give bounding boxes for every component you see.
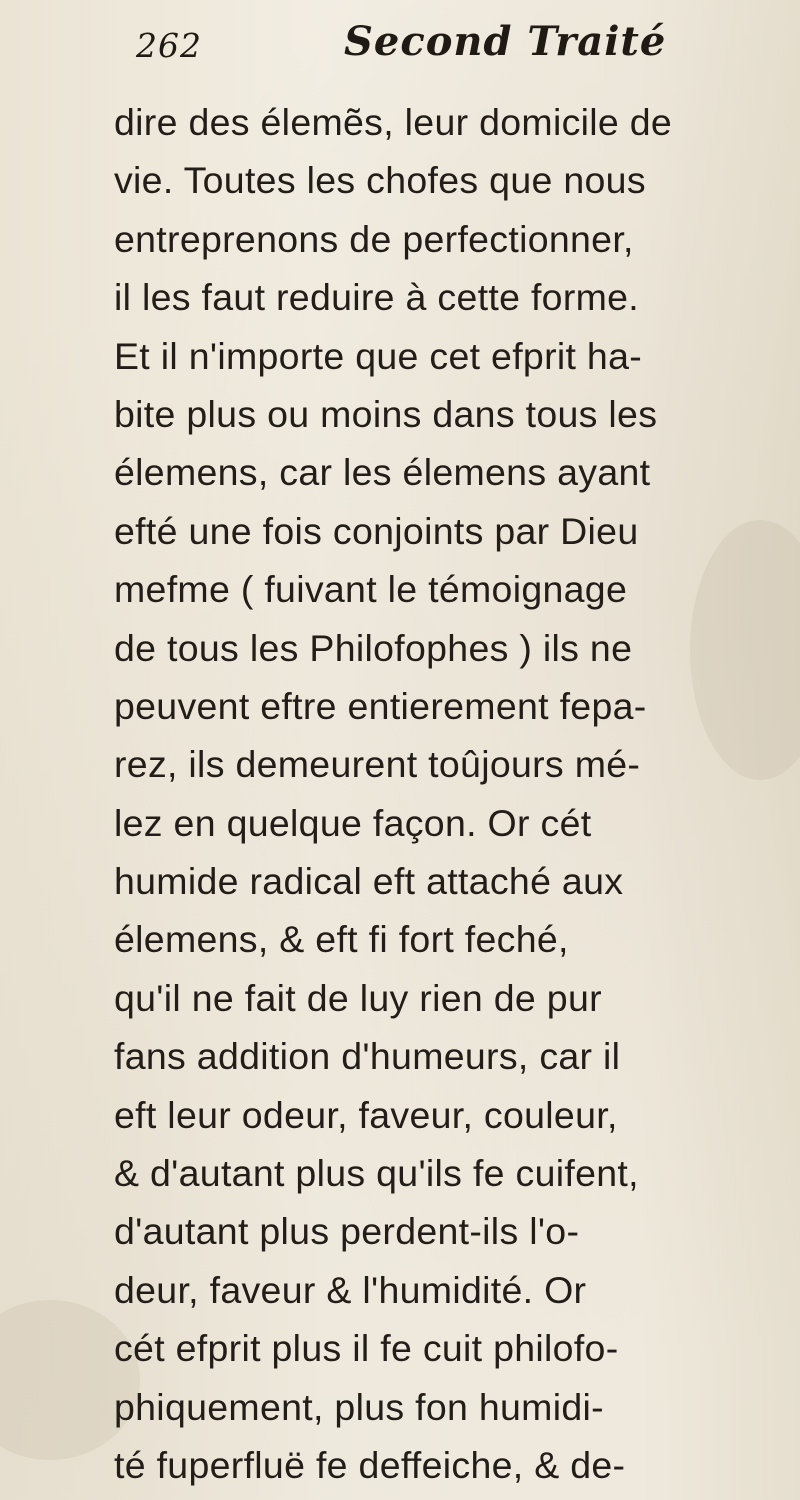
text-line: entreprenons de perfectionner, [114,217,634,260]
page-number: 262 [136,26,202,65]
running-title: Second Traité [344,18,667,65]
text-line: élemens, & eft fi fort feché, [114,918,569,961]
text-line: dire des élemẽs, leur domicile de [114,101,673,143]
page-header [136,12,776,74]
text-line: deur, faveur & l'humidité. Or [114,1268,587,1311]
text-line: efté une fois conjoints par Dieu [114,509,639,552]
text-line: Et il n'importe que cet efprit ha- [114,334,643,377]
text-line: d'autant plus perdent-ils l'o- [114,1210,580,1253]
text-line: élemens, car les élemens ayant [114,451,651,494]
text-line: & d'autant plus qu'ils fe cuifent, [114,1152,639,1195]
text-line: bite plus ou moins dans tous les [114,392,658,435]
text-line: cét efprit plus il fe cuit philofo- [114,1327,619,1370]
text-line: fans addition d'humeurs, car il [114,1035,621,1078]
text-line: vie. Toutes les chofes que nous [114,159,646,202]
text-line: rez, ils demeurent toûjours mé- [114,743,641,786]
text-line: humide radical eft attaché aux [114,860,624,903]
text-line: té fuperfluë fe deffeiche, & de- [114,1443,626,1486]
text-line: qu'il ne fait de luy rien de pur [114,976,602,1019]
body-text [114,93,794,1494]
text-line: eft leur odeur, faveur, couleur, [114,1093,618,1136]
text-line: de tous les Philofophes ) ils ne [114,626,633,669]
text-line: peuvent eftre entierement fepa- [114,684,647,727]
text-line: il les faut reduire à cette forme. [114,276,640,319]
text-line: mefme ( fuivant le témoignage [114,568,628,611]
text-line: lez en quelque façon. Or cét [114,801,592,844]
text-line: phiquement, plus fon humidi- [114,1385,604,1428]
